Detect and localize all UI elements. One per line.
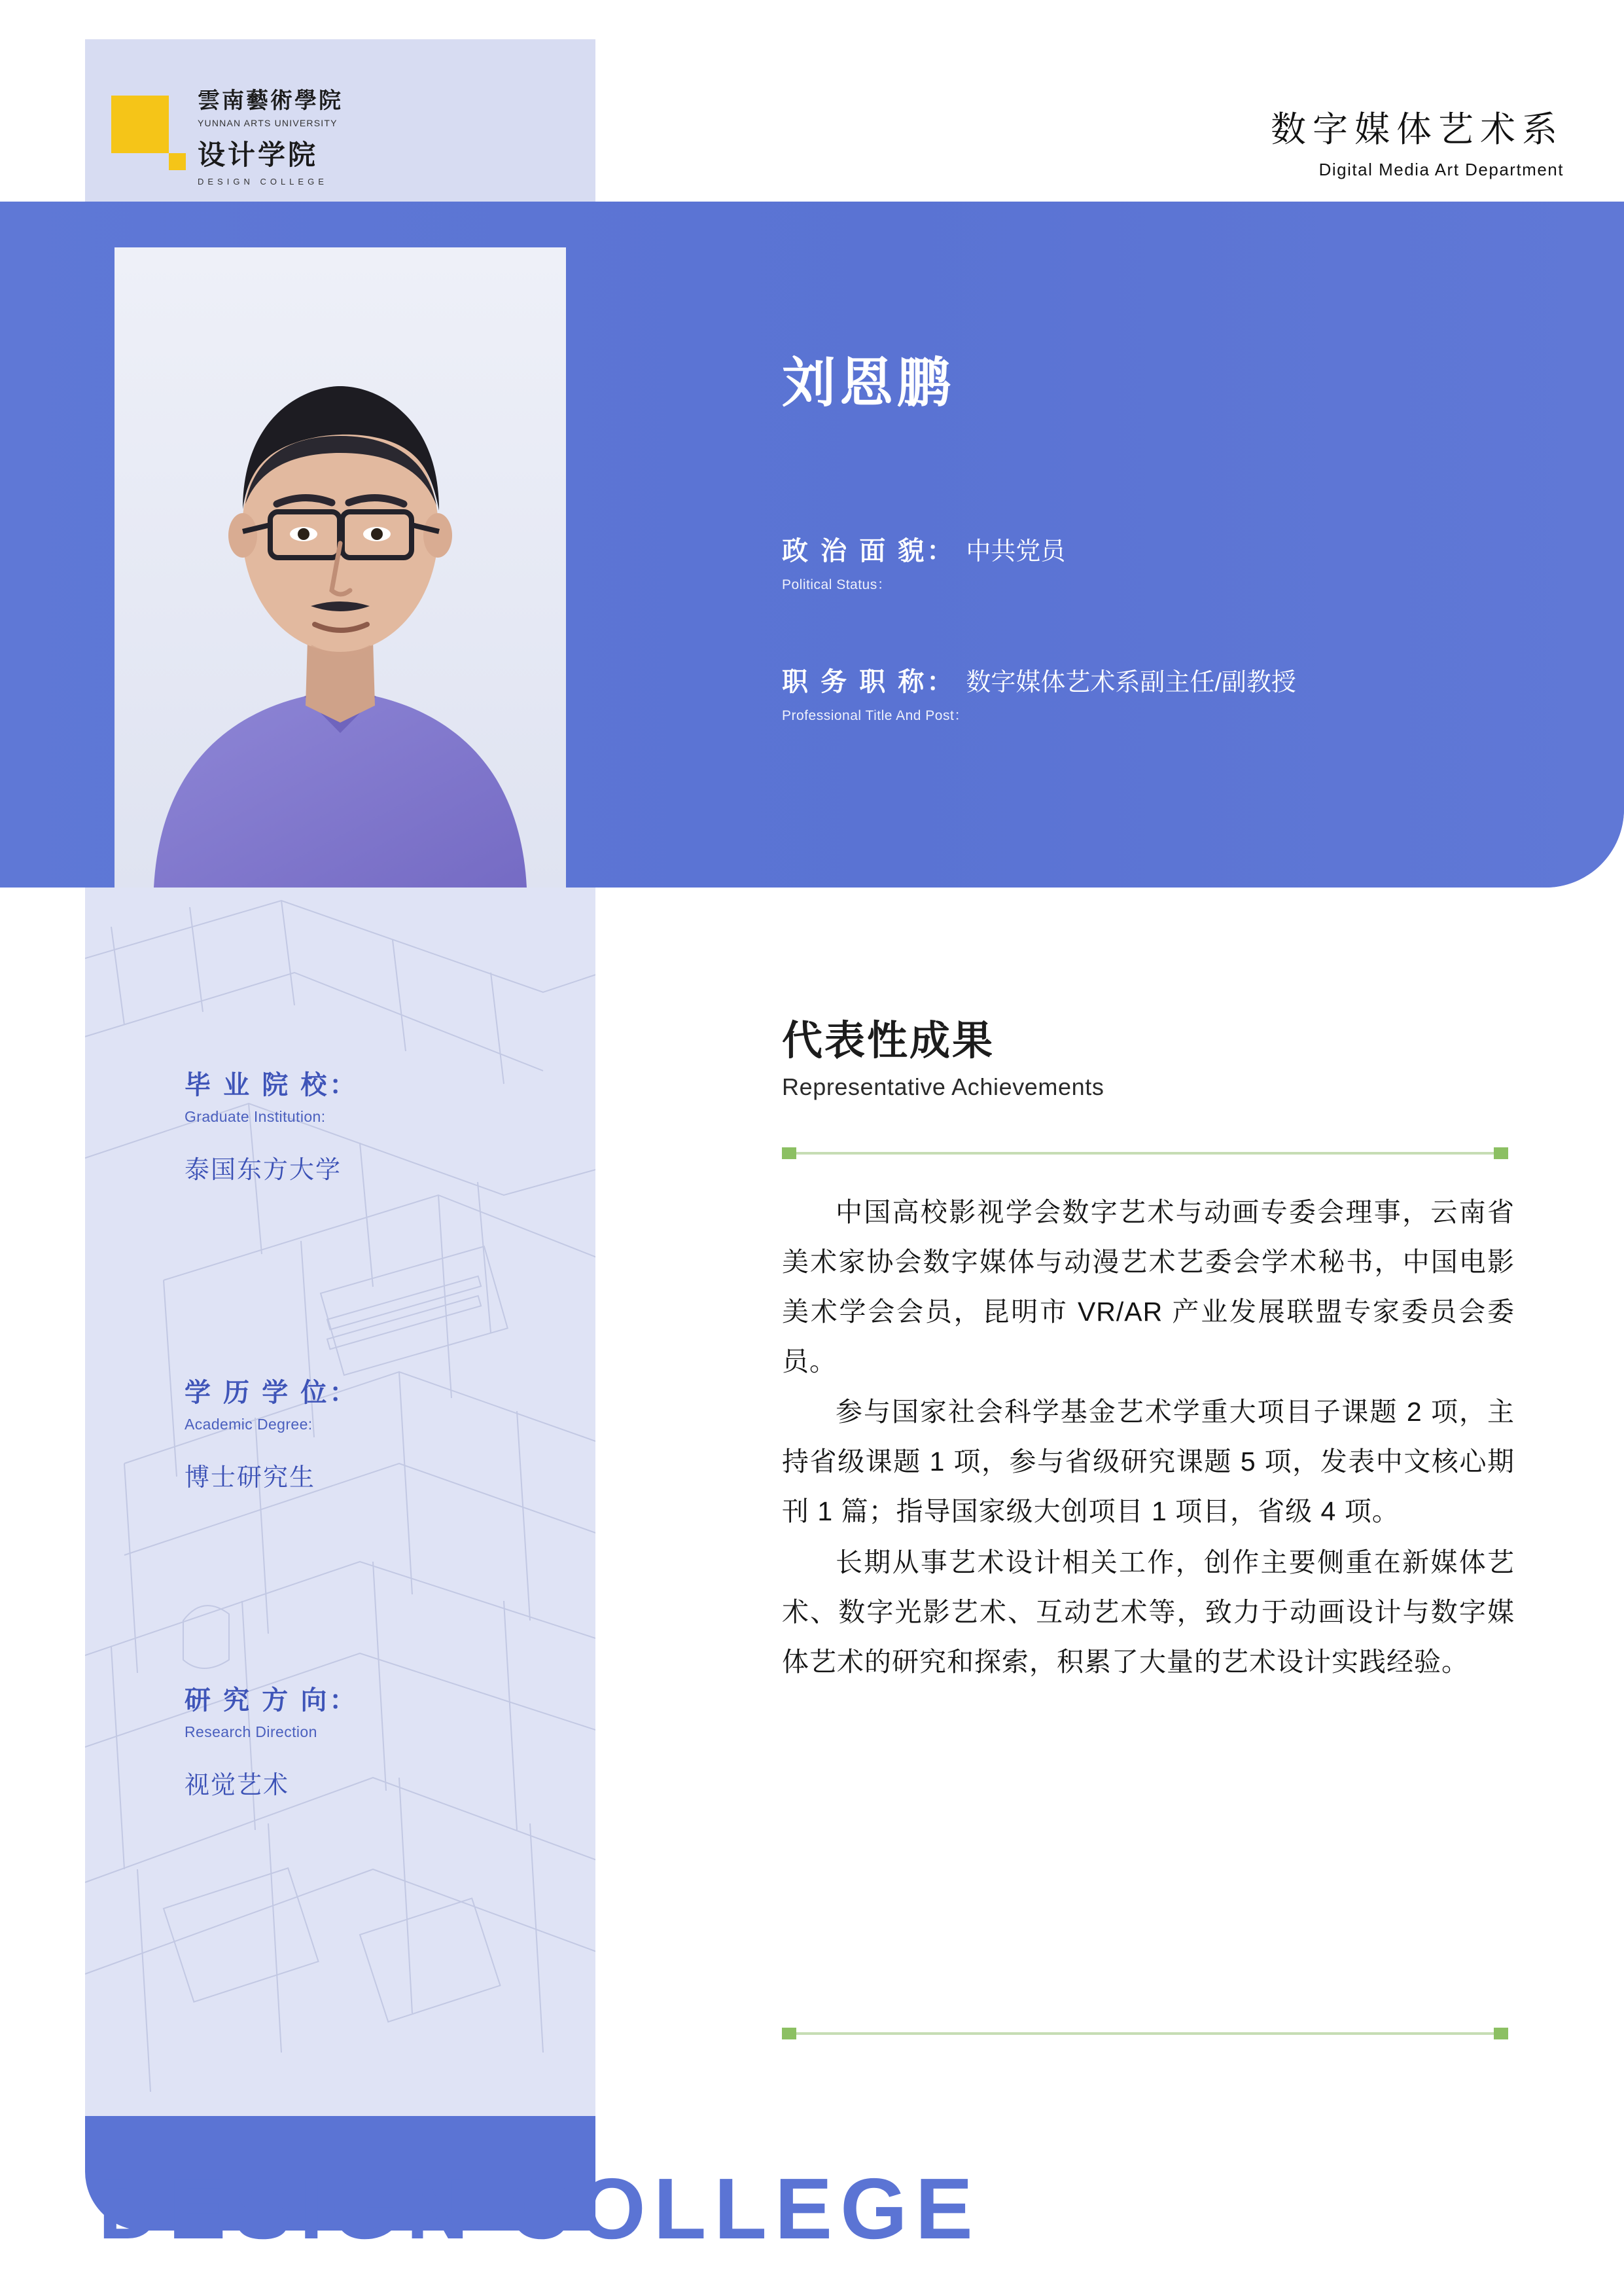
title-post-value: 数字媒体艺术系副主任/副教授 [966, 669, 1296, 696]
sidebar-item-graduate-institution [185, 1064, 358, 1185]
footer-title: DESIGN COLLEGE [98, 2161, 981, 2257]
divider-top-cap-left [782, 1147, 796, 1159]
research-direction-label-cn: 研 究 方 向： [185, 1686, 359, 1715]
department-name-en: Digital Media Art Department [1318, 160, 1564, 179]
graduate-institution-value: 泰国东方大学 [185, 1157, 342, 1184]
achievement-paragraph: 长期从事艺术设计相关工作，创作主要侧重在新媒体艺术、数字光影艺术、互动艺术等，致力于动画设计与数字媒体艺术的研究和探索，积累了大量的艺术设计实践经验。 [782, 1547, 1515, 1677]
divider-bottom [782, 2032, 1508, 2035]
title-post-label-cn: 职 务 职 称： [782, 668, 956, 696]
research-direction-label-en: Research Direction [185, 1723, 317, 1740]
profile-field-political-status [782, 530, 1065, 594]
achievements-title-en: Representative Achievements [782, 1073, 1104, 1100]
logo-university-en: YUNNAN ARTS UNIVERSITY [198, 118, 338, 128]
sidebar-panel [85, 888, 595, 2118]
profile-field-title-post [782, 661, 1296, 725]
logo-college-cn: 设计学院 [198, 141, 319, 171]
political-status-label-en: Political Status： [782, 577, 892, 592]
divider-top-cap-right [1494, 1147, 1508, 1159]
divider-bottom-cap-left [782, 2028, 796, 2039]
title-post-label-en: Professional Title And Post： [782, 708, 968, 723]
sidebar-item-academic-degree [185, 1372, 358, 1493]
graduate-institution-label-en: Graduate Institution: [185, 1108, 326, 1125]
logo-university-cn: 雲南藝術學院 [198, 89, 343, 113]
divider-bottom-cap-right [1494, 2028, 1508, 2039]
department-title [1271, 101, 1564, 180]
department-name-cn: 数字媒体艺术系 [1271, 110, 1564, 149]
academic-degree-label-en: Academic Degree: [185, 1416, 313, 1433]
sidebar-item-research-direction [185, 1679, 358, 1801]
achievement-paragraph: 参与国家社会科学基金艺术学重大项目子课题 2 项，主持省级课题 1 项，参与省级研究课题 5 项，发表中文核心期刊 1 篇；指导国家级大创项目 1 项目，省级 4 项。 [782, 1397, 1515, 1527]
achievements-body [782, 1188, 1515, 1688]
graduate-institution-label-cn: 毕 业 院 校： [185, 1071, 359, 1100]
political-status-label-cn: 政 治 面 貌： [782, 537, 956, 565]
footer-band [0, 2118, 1624, 2296]
logo-text-block [198, 77, 343, 187]
academic-degree-label-cn: 学 历 学 位： [185, 1378, 359, 1407]
political-status-value: 中共党员 [966, 538, 1066, 565]
university-logo [111, 77, 343, 187]
divider-top [782, 1152, 1508, 1155]
research-direction-value: 视觉艺术 [185, 1772, 290, 1799]
academic-degree-value: 博士研究生 [185, 1464, 316, 1492]
logo-college-en: DESIGN COLLEGE [198, 177, 328, 187]
achievement-paragraph: 中国高校影视学会数字艺术与动画专委会理事，云南省美术家协会数字媒体与动漫艺术艺委会学术秘书，中国电影美术学会会员，昆明市 VR/AR 产业发展联盟专家委员会委员。 [782, 1197, 1515, 1376]
portrait-photo [115, 247, 566, 888]
person-name: 刘恩鹏 [782, 353, 955, 413]
logo-mark-icon [111, 96, 185, 169]
achievements-title-cn: 代表性成果 [782, 1018, 995, 1064]
